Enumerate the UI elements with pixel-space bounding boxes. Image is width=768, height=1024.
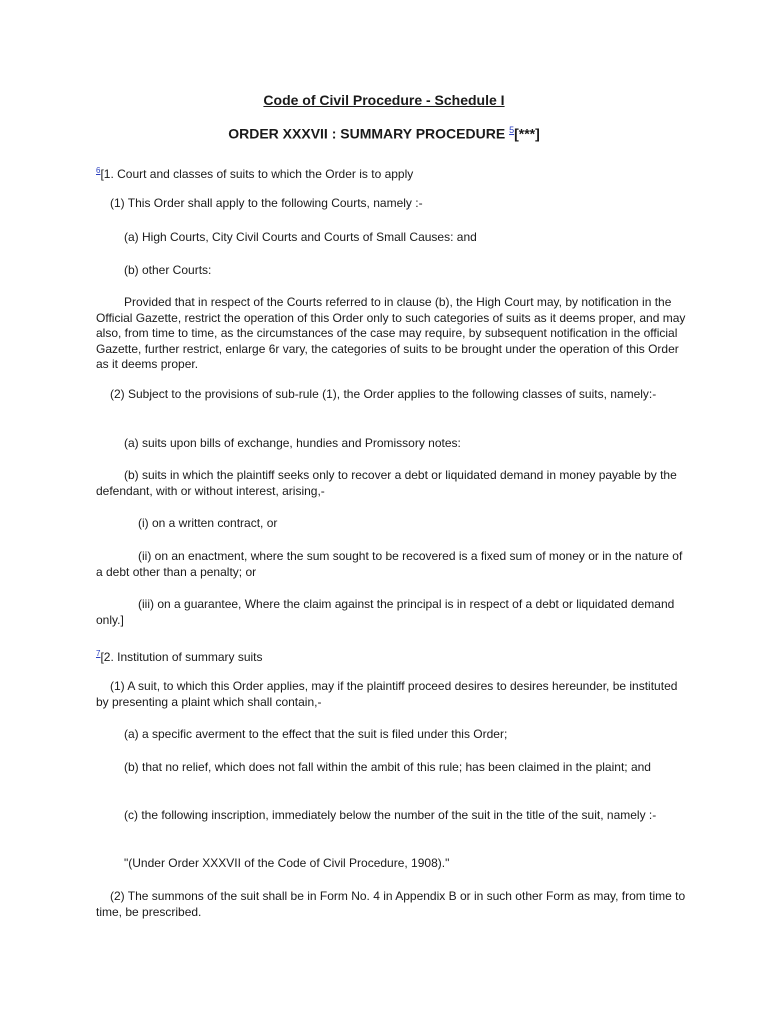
rule1-heading <box>96 163 686 183</box>
rule1-item-i: (i) on a written contract, or <box>138 516 278 530</box>
rule1-clause-b: (b) other Courts: <box>124 263 212 277</box>
rule2-inscription: "(Under Order XXXVII of the Code of Civil Procedure, 1908)." <box>124 856 450 870</box>
rule2-subrule-1: (1) A suit, to which this Order applies, may if the plaintiff proceed desires to desires hereunder, be instituted by presenting a plaint which shall contain,- <box>96 679 678 709</box>
rule1-subrule-1: (1) This Order shall apply to the following Courts, namely :- <box>110 196 423 210</box>
rule1-subrule-2-clause-b: (b) suits in which the plaintiff seeks only to recover a debt or liquidated demand in money payable by the defendant, with or without interest, arising,- <box>96 468 677 498</box>
rule1-clause-a: (a) High Courts, City Civil Courts and Courts of Small Causes: and <box>124 230 477 244</box>
footnote-link-7[interactable]: 7 <box>96 649 101 658</box>
rule1-proviso: Provided that in respect of the Courts referred to in clause (b), the High Court may, by notification in the Official Gazette, restrict the operation of this Order only to such categories of suits as it deems proper, and may also, from time to time, as the circumstances of the case may require, by subsequent notification in the official Gazette, further restrict, enlarge 6r vary, the categories of suits to be brought under the operation of this Order as it deems proper. <box>96 295 686 371</box>
rule1-item-ii: (ii) on an enactment, where the sum sought to be recovered is a fixed sum of money or in the nature of a debt other than a penalty; or <box>96 549 683 579</box>
rule1-subrule-2: (2) Subject to the provisions of sub-rule (1), the Order applies to the following classes of suits, namely:- <box>110 387 657 401</box>
rule1-item-iii: (iii) on a guarantee, Where the claim against the principal is in respect of a debt or liquidated demand only.] <box>96 597 675 627</box>
order-title-suffix: [***] <box>514 125 540 142</box>
rule1-subrule-2-clause-a: (a) suits upon bills of exchange, hundies and Promissory notes: <box>124 436 461 450</box>
order-title-text: ORDER XXXVII : SUMMARY PROCEDURE <box>228 125 510 142</box>
rule2-clause-c: (c) the following inscription, immediately below the number of the suit in the title of the suit, namely :- <box>124 808 657 822</box>
rule2-heading-text: [2. Institution of summary suits <box>100 650 263 664</box>
order-title <box>0 125 768 142</box>
rule2-heading <box>96 646 686 666</box>
rule1-heading-text: [1. Court and classes of suits to which the Order is to apply <box>100 167 414 181</box>
footnote-link-6[interactable]: 6 <box>96 166 101 175</box>
footnote-link-5[interactable]: 5 <box>509 125 515 135</box>
rule2-subrule-2: (2) The summons of the suit shall be in Form No. 4 in Appendix B or in such other Form as may, from time to time, be prescribed. <box>96 889 686 919</box>
document-title: Code of Civil Procedure - Schedule I <box>263 92 505 108</box>
rule2-clause-b: (b) that no relief, which does not fall within the ambit of this rule; has been claimed in the plaint; and <box>124 760 651 774</box>
rule2-clause-a: (a) a specific averment to the effect that the suit is filed under this Order; <box>124 727 508 741</box>
